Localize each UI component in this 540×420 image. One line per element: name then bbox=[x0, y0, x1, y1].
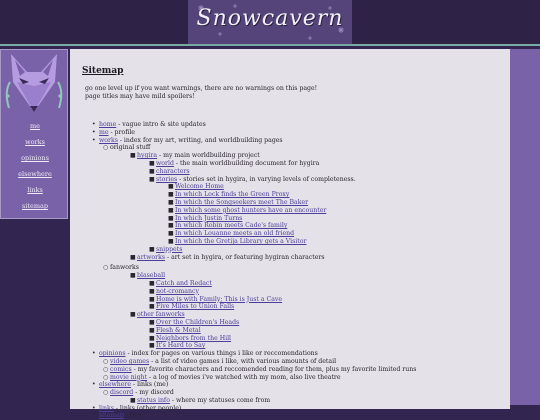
sitemap-desc: - this bbox=[123, 412, 142, 420]
list-item bbox=[130, 272, 502, 311]
story-link[interactable]: In which Justin Turns bbox=[175, 214, 243, 222]
list-item bbox=[130, 152, 502, 253]
list-item bbox=[103, 358, 502, 366]
list-item bbox=[168, 215, 502, 223]
movie-night-link[interactable]: movie night bbox=[110, 373, 148, 381]
works-desc: - index for my art, writing, and worldbuilding pages bbox=[117, 136, 283, 144]
status-info-link[interactable]: status info bbox=[137, 396, 170, 404]
main-content bbox=[70, 49, 510, 420]
avatar bbox=[3, 52, 65, 116]
fanwork-link[interactable]: Home is with Family; This is Just a Cave bbox=[156, 295, 283, 303]
list-item bbox=[130, 397, 502, 405]
sidebar-item-works[interactable]: works bbox=[25, 138, 45, 146]
list-item bbox=[168, 191, 502, 199]
blaseball-link[interactable]: blaseball bbox=[137, 272, 166, 280]
original-stuff-label: original stuff bbox=[110, 144, 151, 152]
list-item bbox=[130, 254, 502, 262]
discord-link[interactable]: discord bbox=[110, 389, 134, 397]
list-item bbox=[168, 207, 502, 215]
comics-link[interactable]: comics bbox=[110, 365, 132, 373]
characters-link[interactable]: characters bbox=[156, 167, 190, 175]
list-item bbox=[92, 412, 502, 420]
list-item bbox=[149, 288, 502, 296]
list-item bbox=[168, 230, 502, 238]
list-item bbox=[103, 389, 502, 405]
fanwork-link[interactable]: Over the Children's Heads bbox=[156, 318, 240, 326]
list-item bbox=[130, 311, 502, 350]
works-link[interactable]: works bbox=[99, 136, 118, 144]
list-item bbox=[149, 168, 502, 176]
status-info-desc: - where my statuses come from bbox=[169, 396, 271, 404]
list-item bbox=[103, 264, 502, 350]
story-link[interactable]: Welcome Home bbox=[175, 183, 224, 191]
opinions-link[interactable]: opinions bbox=[99, 350, 126, 358]
other-fanworks-link[interactable]: other fanworks bbox=[137, 311, 185, 319]
movie-night-desc: - a log of movies i've watched with my mom, also live theatre bbox=[147, 373, 341, 381]
artworks-link[interactable]: artworks bbox=[137, 253, 166, 261]
list-item bbox=[92, 381, 502, 404]
video-games-desc: - a list of video games i like, with various amounts of detail bbox=[149, 357, 337, 365]
me-desc: - profile bbox=[108, 128, 135, 136]
me-link[interactable]: me bbox=[99, 128, 109, 136]
list-item bbox=[92, 137, 502, 351]
hygira-desc: - my main worldbuilding project bbox=[157, 152, 260, 160]
fox-avatar-icon bbox=[3, 52, 65, 116]
list-item bbox=[149, 246, 502, 254]
list-item bbox=[92, 350, 502, 381]
logo-text: Snowcavern bbox=[196, 6, 344, 31]
intro-spoiler-text: page titles may have mild spoilers! bbox=[85, 93, 195, 100]
list-item bbox=[168, 199, 502, 207]
fanwork-link[interactable]: Neighbors from the Hill bbox=[156, 334, 232, 342]
story-link[interactable]: In which Robin meets Cade's family bbox=[175, 222, 288, 230]
comics-desc: - my favorite characters and reccomended reading for them, plus my favorite limited runs bbox=[131, 365, 417, 373]
sitemap-link[interactable]: sitemap bbox=[99, 412, 124, 420]
sidebar-item-me[interactable]: me bbox=[29, 122, 40, 130]
fanwork-link[interactable]: It's Hard to Say bbox=[156, 342, 206, 350]
discord-desc: - my discord bbox=[133, 389, 174, 397]
stories-link[interactable]: stories bbox=[156, 175, 178, 183]
story-link[interactable]: In which some ghost hunters have an encounter bbox=[175, 206, 327, 214]
list-item bbox=[149, 303, 502, 311]
list-item bbox=[92, 405, 502, 413]
header-banner bbox=[0, 0, 540, 46]
list-item bbox=[149, 342, 502, 350]
sidebar-item-sitemap[interactable]: sitemap bbox=[21, 202, 49, 210]
fanwork-link[interactable]: Five Miles to Union Falls bbox=[156, 303, 235, 311]
list-item bbox=[149, 327, 502, 335]
home-link[interactable]: home bbox=[99, 121, 117, 128]
world-desc: - the main worldbuilding document for hygira bbox=[173, 159, 320, 167]
right-decorative-band bbox=[510, 49, 540, 405]
sidebar bbox=[0, 49, 68, 219]
sidebar-item-elsewhere[interactable]: elsewhere bbox=[18, 170, 52, 178]
fanworks-label: fanworks bbox=[110, 264, 139, 272]
list-item bbox=[103, 374, 502, 382]
sidebar-item-links[interactable]: links bbox=[27, 186, 43, 194]
site-logo[interactable] bbox=[188, 0, 352, 44]
fanwork-link[interactable]: Flesh & Metal bbox=[156, 326, 201, 334]
story-link[interactable]: In which Louanne meets an old friend bbox=[175, 230, 295, 238]
stories-desc: - stories set in hygira, in varying levels of completeness. bbox=[177, 175, 356, 183]
list-item bbox=[149, 176, 502, 246]
links-link[interactable]: links bbox=[99, 404, 114, 412]
world-link[interactable]: world bbox=[156, 159, 174, 167]
sitemap-tree bbox=[92, 121, 502, 420]
fanwork-link[interactable]: not-cromancy bbox=[156, 287, 199, 295]
list-item bbox=[103, 144, 502, 261]
elsewhere-desc: - links (me) bbox=[131, 381, 169, 389]
list-item bbox=[92, 121, 502, 129]
artworks-desc: - art set in hygira, or featuring hygiran characters bbox=[165, 253, 325, 261]
intro-warning-text: go one level up if you want warnings, there are no warnings on this page! bbox=[85, 85, 318, 92]
story-link[interactable]: In which Lock finds the Green Proxy bbox=[175, 191, 290, 199]
list-item bbox=[92, 129, 502, 137]
list-item bbox=[149, 335, 502, 343]
opinions-desc: - index for pages on various things i like or reccomendations bbox=[125, 350, 318, 358]
hygira-link[interactable]: hygira bbox=[137, 152, 158, 160]
elsewhere-link[interactable]: elsewhere bbox=[99, 381, 132, 389]
list-item bbox=[168, 183, 502, 191]
sidebar-item-opinions[interactable]: opinions bbox=[21, 154, 49, 162]
page-title: Sitemap bbox=[82, 66, 124, 76]
home-desc: - vague intro & site updates bbox=[116, 121, 206, 128]
video-games-link[interactable]: video games bbox=[110, 357, 150, 365]
list-item bbox=[149, 296, 502, 304]
list-item bbox=[168, 222, 502, 230]
list-item bbox=[168, 238, 502, 246]
story-link[interactable]: In which the Gretija Library gets a Visitor bbox=[175, 237, 307, 245]
story-link[interactable]: In which the Songseekers meet The Baker bbox=[175, 198, 309, 206]
list-item bbox=[149, 319, 502, 327]
fanwork-link[interactable]: Catch and Redact bbox=[156, 279, 212, 287]
snippets-link[interactable]: snippets bbox=[156, 245, 183, 253]
list-item bbox=[103, 366, 502, 374]
list-item bbox=[149, 280, 502, 288]
links-desc: - links (other people) bbox=[113, 404, 182, 412]
list-item bbox=[149, 160, 502, 168]
